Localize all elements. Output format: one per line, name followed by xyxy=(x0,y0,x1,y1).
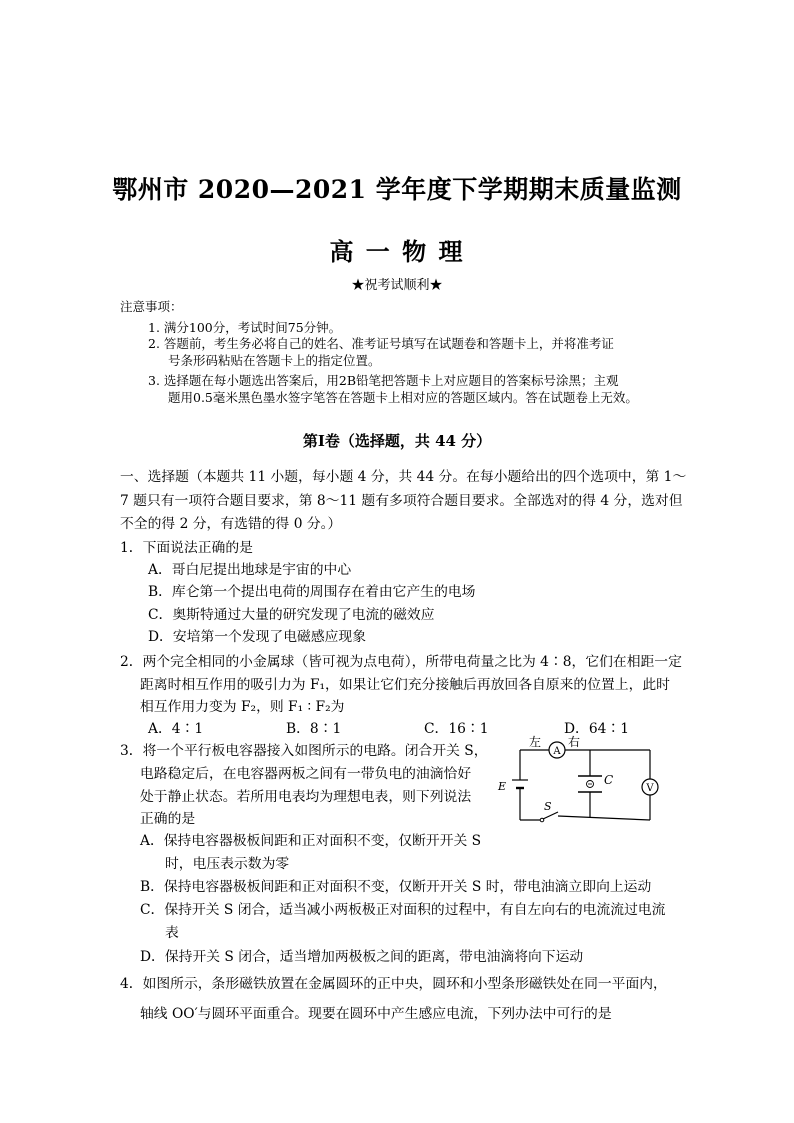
section-instruction: 7 题只有一项符合题目要求，第 8～11 题有多项符合题目要求。全部选对的得 4 分，选对但 xyxy=(120,493,683,509)
note-item: 3. 选择题在每小题选出答案后，用2B铅笔把答题卡上对应题目的答案标号涂黑；主观 xyxy=(148,373,619,388)
q4-line: 轴线 OO′与圆环平面重合。现要在圆环中产生感应电流，下列办法中可行的是 xyxy=(140,1006,612,1022)
q1-option: D．安培第一个发现了电磁感应现象 xyxy=(148,629,367,645)
q2-option: D．64∶1 xyxy=(564,721,629,737)
note-item: 2. 答题前，考生务必将自己的姓名、准考证号填写在试题卷和答题卡上，并将准考证 xyxy=(148,336,614,351)
note-item: 号条形码粘贴在答题卡上的指定位置。 xyxy=(168,353,381,368)
section-title: 第Ⅰ卷（选择题，共 44 分） xyxy=(302,432,492,450)
q3-line: 正确的是 xyxy=(140,811,196,827)
q3-option: B．保持电容器极板间距和正对面积不变，仅断开开关 S 时，带电油滴立即向上运动 xyxy=(140,879,652,895)
q3-line: 处于静止状态。若所用电表均为理想电表，则下列说法 xyxy=(140,789,472,805)
q2-line: 2．两个完全相同的小金属球（皆可视为点电荷），所带电荷量之比为 4∶8，它们在相距一定 xyxy=(120,654,682,670)
q3-option: D．保持开关 S 闭合，适当增加两极板之间的距离，带电油滴将向下运动 xyxy=(140,949,584,965)
q2-option: C．16∶1 xyxy=(424,721,489,737)
q1-option: B．库仑第一个提出电荷的周围存在着由它产生的电场 xyxy=(148,584,476,600)
q3-line: 电路稳定后，在电容器两板之间有一带负电的油滴恰好 xyxy=(140,766,472,782)
right-label: 右 xyxy=(568,735,581,749)
q3-option: 时，电压表示数为零 xyxy=(165,856,290,872)
q2-line: 距离时相互作用的吸引力为 F₁，如果让它们充分接触后再放回各自原来的位置上，此时 xyxy=(140,677,670,693)
ammeter-label: A xyxy=(553,746,561,757)
q2-option: B．8∶1 xyxy=(286,721,342,737)
note-item: 1. 满分100分，考试时间75分钟。 xyxy=(148,320,342,335)
q2-option: A．4∶1 xyxy=(148,721,204,737)
section-instruction: 一、选择题（本题共 11 小题，每小题 4 分，共 44 分。在每小题给出的四个选项中，第 1～ xyxy=(120,469,687,485)
left-label: 左 xyxy=(529,735,542,749)
exam-wish: ★祝考试顺利★ xyxy=(351,278,443,293)
q3-line: 3．将一个平行板电容器接入如图所示的电路。闭合开关 S， xyxy=(120,743,488,759)
switch-label: S xyxy=(544,800,552,813)
circuit-diagram xyxy=(490,732,670,827)
voltmeter-label: V xyxy=(646,783,654,794)
q3-option: C．保持开关 S 闭合，适当减小两板极正对面积的过程中，有自左向右的电流流过电流 xyxy=(140,902,666,918)
q3-option: 表 xyxy=(165,925,179,941)
capacitor-label: C xyxy=(604,773,614,787)
exam-subject: 高 一 物 理 xyxy=(329,237,465,266)
q4-line: 4．如图所示，条形磁铁放置在金属圆环的正中央，圆环和小型条形磁铁处在同一平面内， xyxy=(120,976,667,992)
q2-line: 相互作用力变为 F₂，则 F₁ ∶ F₂为 xyxy=(140,699,345,715)
q1-stem: 1．下面说法正确的是 xyxy=(120,540,253,556)
battery-label: E xyxy=(498,780,507,793)
switch-blade xyxy=(543,812,558,819)
section-instruction: 不全的得 2 分，有选错的得 0 分。） xyxy=(120,516,342,532)
q1-option: C．奥斯特通过大量的研究发现了电流的磁效应 xyxy=(148,607,435,623)
exam-title: 鄂州市 2020—2021 学年度下学期期末质量监测 xyxy=(112,175,682,204)
note-item: 题用0.5毫米黑色墨水签字笔答在答题卡上相对应的答题区域内。答在试题卷上无效。 xyxy=(168,390,638,405)
wire xyxy=(558,816,650,820)
notes-heading: 注意事项： xyxy=(120,299,183,314)
q3-option: A．保持电容器极板间距和正对面积不变，仅断开开关 S xyxy=(140,833,482,849)
q1-option: A．哥白尼提出地球是宇宙的中心 xyxy=(148,562,352,578)
